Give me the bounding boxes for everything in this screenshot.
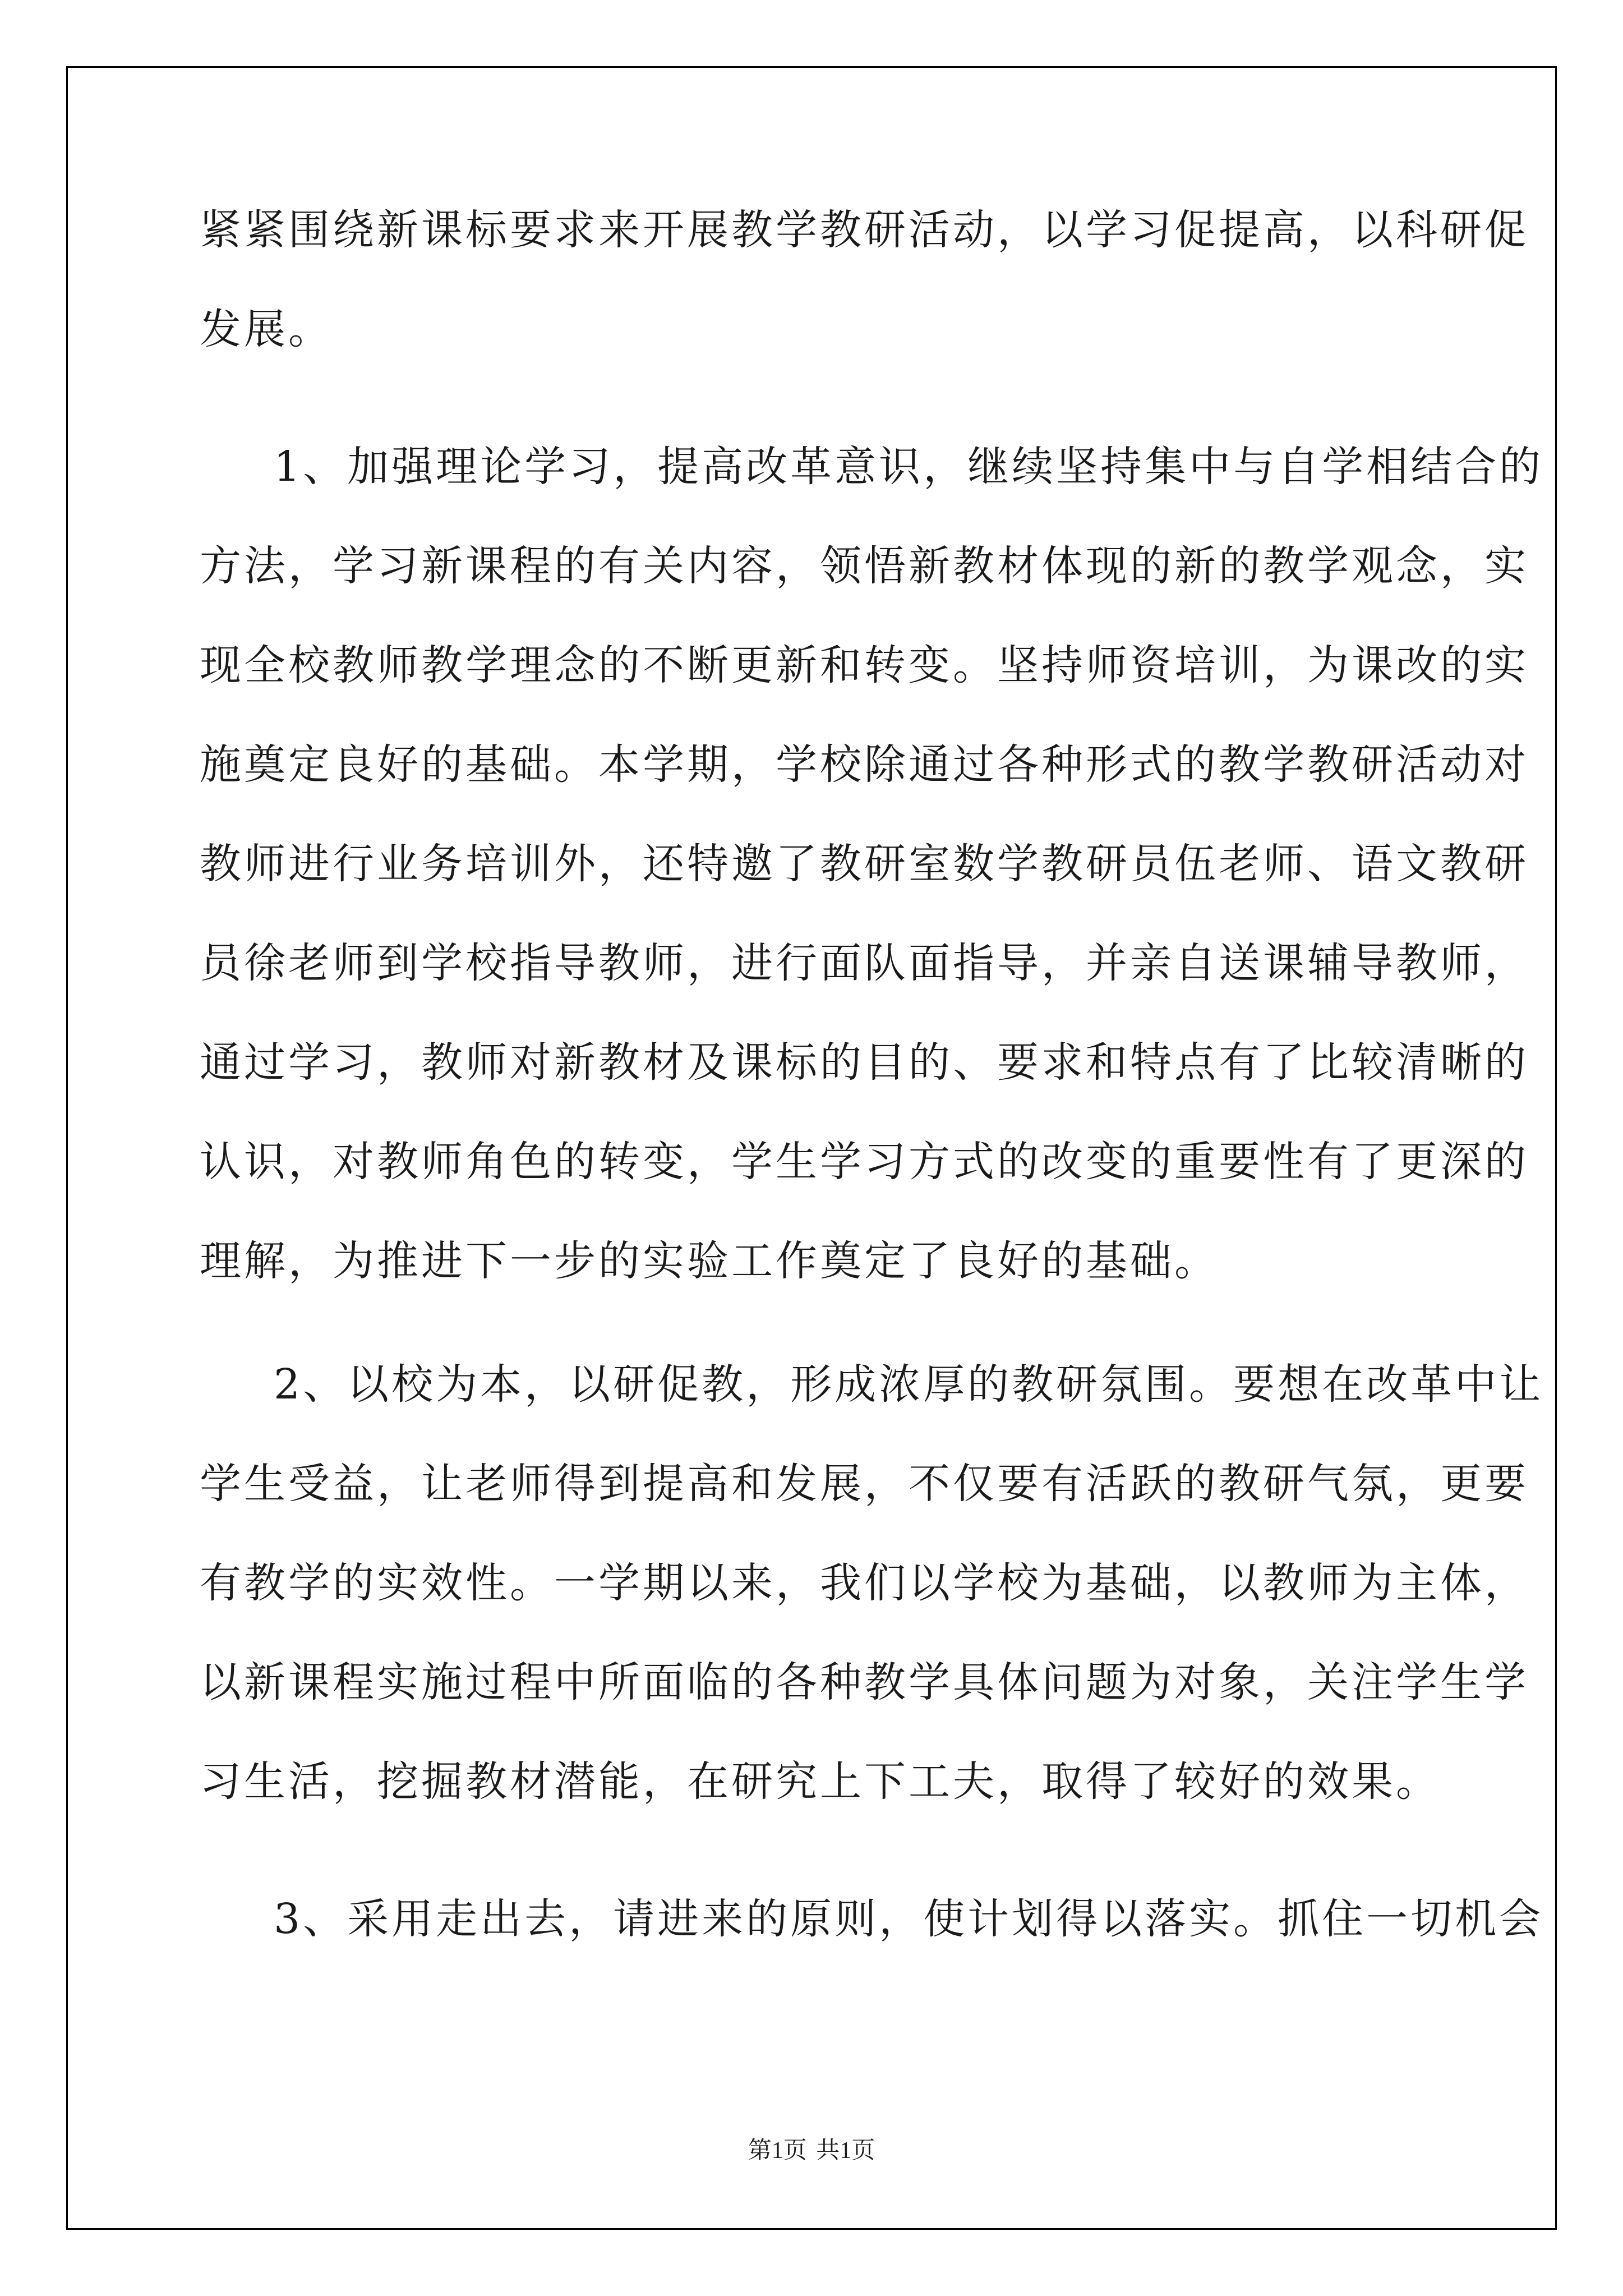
page-number-footer: 第1页 共1页 — [748, 2138, 875, 2164]
paragraph-line: 习生活，挖掘教材潜能，在研究上下工夫，取得了较好的效果。 — [200, 1757, 1440, 1806]
paragraph-line: 学生受益，让老师得到提高和发展，不仅要有活跃的教研气氛，更要 — [200, 1460, 1529, 1508]
paragraph-line: 有教学的实效性。一学期以来，我们以学校为基础，以教师为主体， — [200, 1559, 1529, 1607]
paragraph-line: 2、以校为本，以研促教，形成浓厚的教研氛围。要想在改革中让 — [274, 1360, 1544, 1409]
paragraph-line: 发展。 — [200, 305, 333, 353]
paragraph-line: 教师进行业务培训外，还特邀了教研室数学教研员伍老师、语文教研 — [200, 840, 1529, 888]
paragraph-line: 方法，学习新课程的有关内容，领悟新教材体现的新的教学观念，实 — [200, 542, 1529, 590]
paragraph-line: 现全校教师教学理念的不断更新和转变。坚持师资培训，为课改的实 — [200, 641, 1529, 689]
paragraph-line: 3、采用走出去，请进来的原则，使计划得以落实。抓住一切机会 — [274, 1895, 1544, 1943]
paragraph-line: 通过学习，教师对新教材及课标的目的、要求和特点有了比较清晰的 — [200, 1038, 1529, 1087]
paragraph-line: 以新课程实施过程中所面临的各种教学具体问题为对象，关注学生学 — [200, 1658, 1529, 1706]
paragraph-line: 施奠定良好的基础。本学期，学校除通过各种形式的教学教研活动对 — [200, 740, 1529, 789]
paragraph-line: 员徐老师到学校指导教师，进行面队面指导，并亲自送课辅导教师， — [200, 939, 1529, 987]
paragraph-line: 理解，为推进下一步的实验工作奠定了良好的基础。 — [200, 1237, 1219, 1285]
paragraph-line: 1、加强理论学习，提高改革意识，继续坚持集中与自学相结合的 — [274, 443, 1544, 491]
paragraph-line: 紧紧围绕新课标要求来开展教学教研活动，以学习促提高，以科研促 — [200, 206, 1529, 254]
paragraph-line: 认识，对教师角色的转变，学生学习方式的改变的重要性有了更深的 — [200, 1138, 1529, 1186]
